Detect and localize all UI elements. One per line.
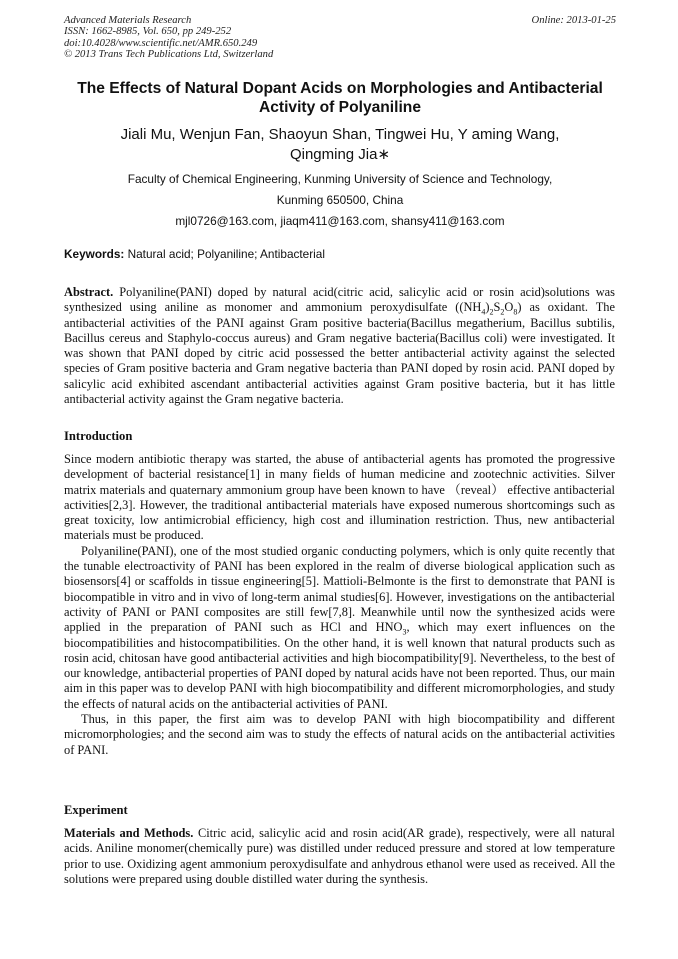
abstract-text: S (493, 300, 501, 315)
intro-paragraph-3: Thus, in this paper, the first aim was to develop PANI with high biocompatibility and different micromorphologies; and the second aim was to study the effects of natural acids on the antibacterial activities of PANI. (64, 712, 615, 757)
affiliation (60, 169, 620, 232)
subscript: 2 (500, 307, 505, 317)
abstract-text: Polyaniline(PANI) doped by natural acid(citric acid, salicylic acid or rosin acid)solutions was synthesized using aniline as monomer and ammonium peroxydisulfate ((NH (64, 285, 615, 315)
introduction-body (64, 452, 615, 758)
materials-methods-text: Citric acid, salicylic acid and rosin acid(AR grade), respectively, were all natural acids. Aniline monomer(chemically pure) was distilled under reduced pressure and stored at low temperature prior to use. Oxidizing agent ammonium peroxydisulfate and anhydrous ethanol were used as received. All the solutions were prepared using double distilled water during the synthesis. (64, 826, 615, 886)
affiliation-line-2: Kunming 650500, China (276, 193, 404, 207)
abstract-text: ) as oxidant. The antibacterial activities of the PANI against Gram positive bacteria(Bacillus megatherium, Bacillus subtilis, Bacillus cereus and Staphylo-coccus aureus) and Gram negative bacteria(Bacillus coli) were investigated. It was shown that PANI doped by citric acid possessed the better antibacterial activity against the selected species of Gram positive bacteria and Gram negative bacteria than PANI doped by rosin acid. PANI doped by salicylic acid exhibited ascendant antibacterial activities against Gram positive bacteria, but it has little antibacterial activity against the Gram negative bacteria. (64, 300, 615, 407)
abstract-text: ) (485, 300, 490, 315)
journal-doi: doi:10.4028/www.scientific.net/AMR.650.249 (64, 37, 258, 49)
abstract (64, 285, 615, 407)
paper-title: The Effects of Natural Dopant Acids on Morphologies and Antibacterial Activity of Polyaniline (77, 80, 603, 116)
keywords-text: Natural acid; Polyaniline; Antibacterial (124, 247, 325, 261)
intro-text: , which may exert influences on the biocompatibilities and histocompatibilities. On the other hand, it is well known that natural products such as rosin acid, chitosan have good antibacterial activities and high biocompatibility[9]. Nevertheless, to the best of our knowledge, antibacterial properties of PANI doped by natural acids have not been reported. Thus, our main aim in this paper was to develop PANI with high biocompatibility and different micromorphologies, and study the effects of natural acids on the antibacterial activities of PANI. (64, 620, 615, 711)
abstract-text: O (504, 300, 514, 315)
intro-paragraph-1: Since modern antibiotic therapy was started, the abuse of antibacterial agents has promoted the progressive development of bacterial resistance[1] in many fields of human medicine and zootechnic activities. Silver matrix materials and quaternary ammonium group have been known to have （reveal） effective antibacterial activities[2,3]. However, the traditional antibacterial materials have exposed numerous shortcomings such as great toxicity, low antimicrobial efficiency, high cost and illumination restriction. Thus, new antibacterial materials must be produced. (64, 452, 615, 543)
subscript: 3 (402, 627, 407, 637)
authors-line-1: Jiali Mu, Wenjun Fan, Shaoyun Shan, Tingwei Hu, Y aming Wang, (120, 126, 560, 143)
subscript: 4 (481, 307, 486, 317)
abstract-label: Abstract. (64, 285, 114, 299)
author-emails: mjl0726@163.com, jiaqm411@163.com, shansy411@163.com (175, 214, 505, 228)
experiment-heading: Experiment (64, 803, 128, 817)
keywords (64, 247, 616, 261)
affiliation-line-1: Faculty of Chemical Engineering, Kunming University of Science and Technology, (127, 172, 553, 186)
introduction-heading: Introduction (64, 429, 133, 443)
authors-line-2: Qingming Jia∗ (289, 146, 391, 163)
keywords-label: Keywords: (64, 247, 125, 261)
intro-text: Polyaniline(PANI), one of the most studied organic conducting polymers, which is only quite recently that the tunable electroactivity of PANI has been explored in the realm of diverse biological application such as biosensors[4] or scaffolds in tissue engineering[5]. Mattioli-Belmonte is the first to demonstrate that PANI is biocompatible in vitro and in vivo of long-term animal studies[6]. However, investigations on the antibacterial activity of PANI or PANI composites are still few[7,8]. Meanwhile until now the synthesized acids were applied in the preparation of PANI such as HCl and HNO (64, 543, 615, 635)
journal-issn: ISSN: 1662-8985, Vol. 650, pp 249-252 (64, 26, 232, 38)
subscript: 2 (489, 307, 494, 317)
intro-paragraph-2 (64, 544, 615, 712)
online-date: Online: 2013-01-25 (531, 15, 616, 26)
author-list (60, 125, 620, 165)
experiment-body (64, 826, 615, 887)
journal-header (64, 15, 616, 61)
subscript: 8 (513, 307, 518, 317)
journal-name: Advanced Materials Research (64, 15, 192, 26)
journal-copyright: © 2013 Trans Tech Publications Ltd, Switzerland (64, 49, 274, 61)
materials-methods-label: Materials and Methods. (64, 826, 194, 840)
